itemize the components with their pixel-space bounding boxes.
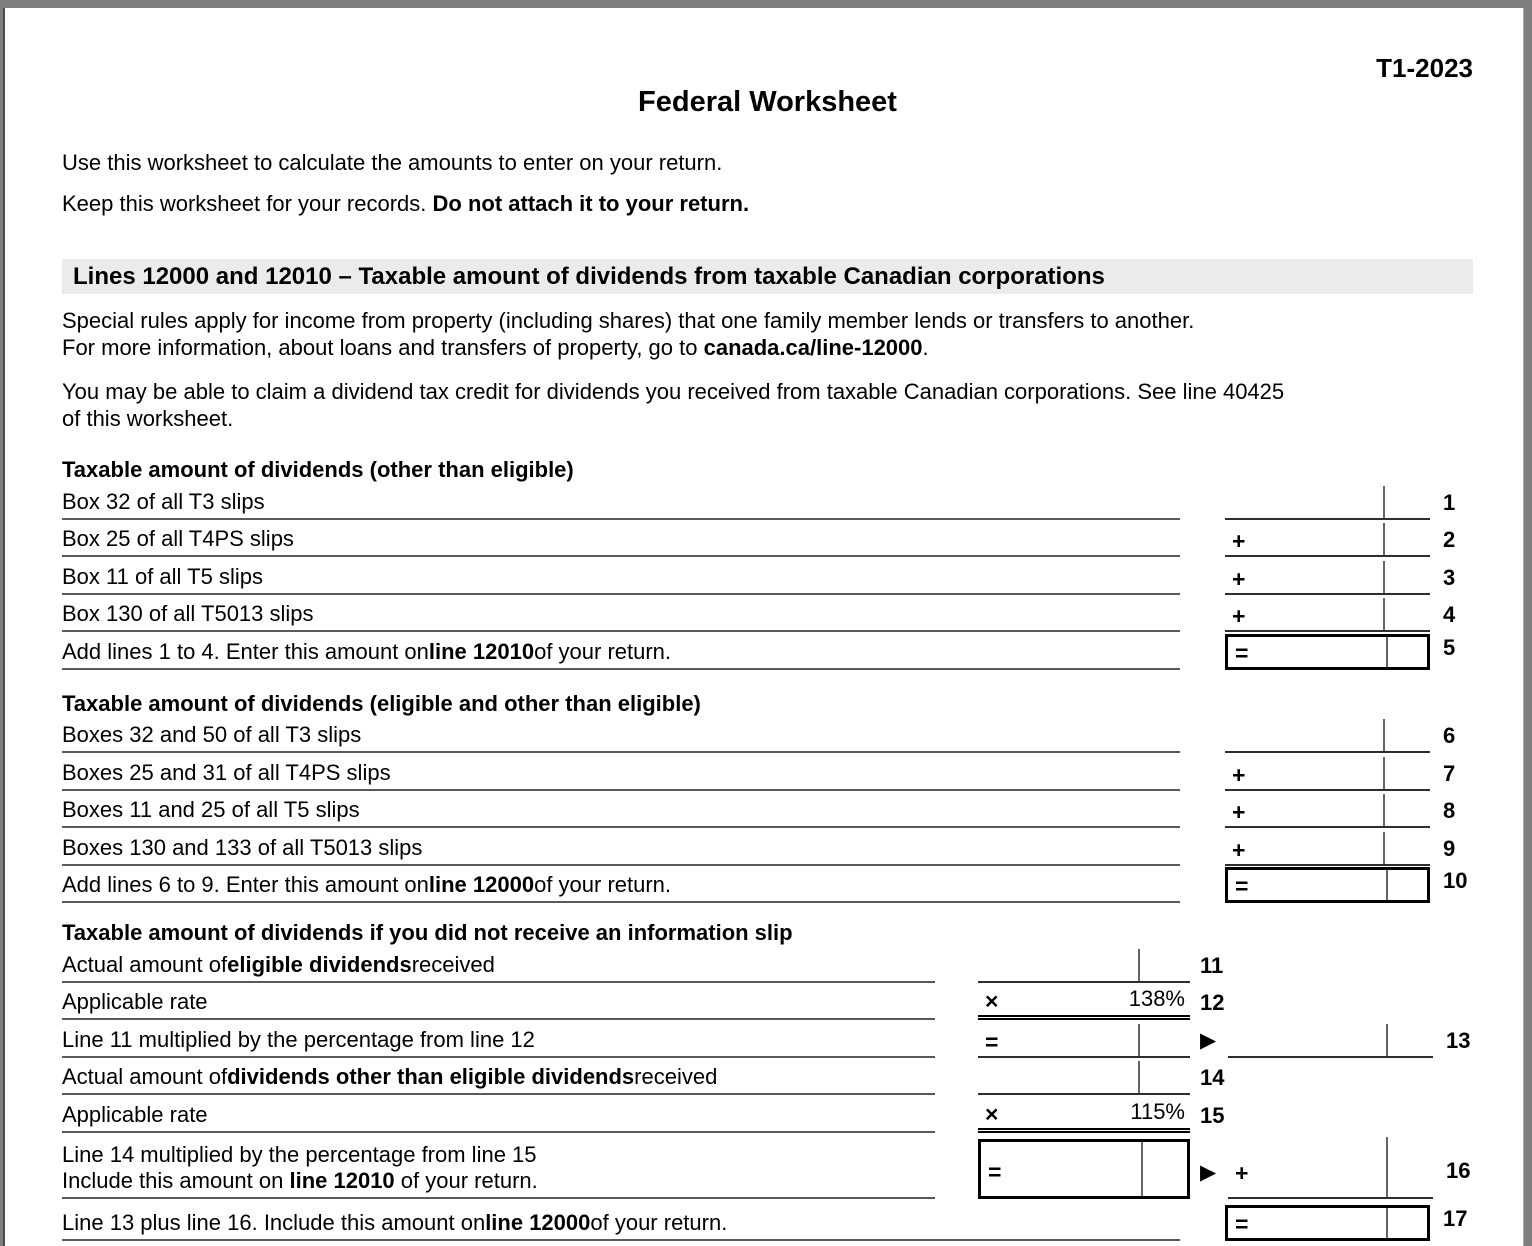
canada-ca-link: canada.ca/line-12000 <box>703 335 923 360</box>
table-row <box>62 945 1473 983</box>
paragraph-line: of this worksheet. <box>62 406 234 431</box>
row-label <box>62 489 1180 520</box>
row-label-text: of your return. <box>534 872 672 897</box>
cents-divider <box>1386 637 1388 667</box>
equals-operator: = <box>985 1028 999 1055</box>
row-label <box>62 1210 1180 1241</box>
line-number: 12 <box>1200 990 1225 1015</box>
cents-divider <box>1383 832 1385 864</box>
form-id: T1-2023 <box>1376 53 1473 83</box>
row-label-text: Boxes 25 and 31 of all T4PS slips <box>62 759 391 785</box>
line-number: 13 <box>1446 1027 1471 1053</box>
amount-field-line-14[interactable] <box>978 1061 1190 1095</box>
intro-line-2-text: Keep this worksheet for your records. <box>62 191 433 216</box>
cents-divider <box>1386 1024 1388 1056</box>
row-label-text: Include this amount on <box>62 1167 290 1193</box>
amount-field-line-16[interactable] <box>1228 1137 1433 1199</box>
row-label <box>62 1102 935 1133</box>
arrow-right-icon: ▶ <box>1200 1028 1217 1052</box>
table-row <box>62 983 1473 1021</box>
section-header: Lines 12000 and 12010 – Taxable amount of dividends from taxable Canadian corporations <box>62 259 1473 294</box>
equals-operator: = <box>1235 1210 1249 1237</box>
cents-divider <box>1138 949 1140 981</box>
table-row <box>62 1058 1473 1096</box>
row-label-text-line2 <box>62 1168 935 1194</box>
cents-divider <box>1383 523 1385 555</box>
amount-field-line-5[interactable] <box>1225 634 1430 670</box>
row-label <box>62 760 1180 791</box>
block-heading-no-information-slip: Taxable amount of dividends if you did not receive an information slip <box>62 920 793 945</box>
do-not-attach-note: Do not attach it to your return. <box>432 191 750 216</box>
table-row <box>62 1020 1473 1058</box>
paragraph-text: For more information, about loans and transfers of property, go to <box>62 335 704 360</box>
amount-field-line-1[interactable] <box>1225 486 1430 520</box>
row-label <box>62 872 1180 903</box>
amount-field-line-10[interactable] <box>1225 867 1430 903</box>
plus-operator: + <box>1232 528 1246 554</box>
paragraph-special-rules <box>62 307 1473 361</box>
row-label <box>62 722 1180 753</box>
table-row <box>62 632 1473 670</box>
row-label-text: Box 130 of all T5013 slips <box>62 601 314 626</box>
row-label <box>62 1142 935 1199</box>
row-label-text: Box 32 of all T3 slips <box>62 488 265 514</box>
cents-divider <box>1383 598 1385 630</box>
other-than-eligible-dividends-term: dividends other than eligible dividends <box>227 1064 635 1089</box>
row-label <box>62 989 935 1020</box>
table-row <box>62 716 1473 754</box>
paragraph-line: Special rules apply for income from property (including shares) that one family member lends or transfers to another. <box>62 308 1195 333</box>
table-row <box>62 753 1473 791</box>
rate-value: 115% <box>1130 1098 1185 1124</box>
worksheet-page <box>3 8 1524 1246</box>
row-label-text: Line 11 multiplied by the percentage from line 12 <box>62 1026 535 1052</box>
row-label-text: received <box>411 951 495 977</box>
row-label <box>62 797 1180 828</box>
row-label-text: Line 14 multiplied by the percentage from line 15 <box>62 1141 537 1167</box>
table-row <box>62 520 1473 558</box>
cents-divider <box>1383 794 1385 826</box>
plus-operator: + <box>1232 565 1246 592</box>
block-heading-eligible-and-other: Taxable amount of dividends (eligible and other than eligible) <box>62 690 701 716</box>
plus-operator: + <box>1235 1159 1249 1186</box>
amount-field-line-2[interactable] <box>1225 523 1430 557</box>
arrow-right-icon: ▶ <box>1200 1160 1217 1184</box>
table-row <box>62 791 1473 829</box>
row-label <box>62 835 1180 866</box>
row-label <box>62 601 1180 632</box>
cents-divider <box>1138 1061 1140 1093</box>
row-label <box>62 1027 935 1058</box>
row-label <box>62 952 935 983</box>
row-label-text: Boxes 11 and 25 of all T5 slips <box>62 797 360 822</box>
line-12000-ref: line 12000 <box>428 872 535 897</box>
row-label-text: Add lines 1 to 4. Enter this amount on <box>62 638 429 664</box>
line-number: 7 <box>1443 760 1456 786</box>
row-label-text: Line 13 plus line 16. Include this amount on <box>62 1209 486 1235</box>
amount-field-line-3[interactable] <box>1225 561 1430 595</box>
multiply-operator: × <box>985 1100 999 1127</box>
line-number: 4 <box>1443 602 1456 627</box>
line-number: 8 <box>1443 798 1456 823</box>
table-row <box>62 828 1473 866</box>
table-row <box>62 595 1473 633</box>
cents-divider <box>1383 486 1385 518</box>
row-label <box>62 564 1180 595</box>
table-row <box>62 1199 1473 1241</box>
amount-field-line-6[interactable] <box>1225 719 1430 753</box>
row-label-text: Applicable rate <box>62 989 208 1014</box>
line-number: 16 <box>1446 1157 1471 1183</box>
line-number: 10 <box>1443 868 1468 893</box>
multiply-operator: × <box>985 988 999 1014</box>
row-label-text: Add lines 6 to 9. Enter this amount on <box>62 872 429 897</box>
block-heading-other-than-eligible: Taxable amount of dividends (other than eligible) <box>62 457 574 482</box>
plus-operator: + <box>1232 836 1246 863</box>
cents-divider <box>1386 1208 1388 1238</box>
line-12010-ref: line 12010 <box>289 1167 395 1193</box>
eligible-dividends-term: eligible dividends <box>227 951 412 977</box>
row-label-text: received <box>634 1064 718 1089</box>
paragraph-text: . <box>922 335 929 360</box>
plus-operator: + <box>1232 799 1246 825</box>
rate-value: 138% <box>1128 986 1185 1011</box>
line-12000-ref: line 12000 <box>485 1209 591 1235</box>
cents-divider <box>1383 757 1385 789</box>
row-label <box>62 639 1180 670</box>
equals-operator: = <box>1235 873 1249 899</box>
amount-field-line-17[interactable] <box>1225 1205 1430 1241</box>
amount-field-line-13[interactable] <box>1228 1024 1433 1058</box>
cents-divider <box>1386 870 1388 900</box>
line-number: 1 <box>1443 489 1456 515</box>
table-row <box>62 482 1473 520</box>
amount-field-line-16-result[interactable] <box>978 1139 1190 1199</box>
line-number: 14 <box>1200 1065 1225 1090</box>
row-label-text: Actual amount of <box>62 951 228 977</box>
equals-operator: = <box>1235 639 1249 666</box>
line-12010-ref: line 12010 <box>428 638 535 664</box>
line-number: 5 <box>1443 634 1456 660</box>
amount-field-line-8[interactable] <box>1225 794 1430 828</box>
table-row <box>62 1133 1473 1199</box>
table-row <box>62 866 1473 904</box>
row-label-text: Box 11 of all T5 slips <box>62 563 263 589</box>
page-title: Federal Worksheet <box>638 86 897 118</box>
row-label-text: Applicable rate <box>62 1101 208 1127</box>
intro-line-2 <box>62 192 1473 216</box>
line-number: 17 <box>1443 1205 1468 1231</box>
row-label <box>62 1064 935 1095</box>
cents-divider <box>1138 1024 1140 1056</box>
plus-operator: + <box>1232 603 1246 629</box>
amount-field-line-4[interactable] <box>1225 598 1430 632</box>
row-label-text: Boxes 32 and 50 of all T3 slips <box>62 722 362 747</box>
equals-operator: = <box>988 1158 1002 1185</box>
paragraph-line: You may be able to claim a dividend tax credit for dividends you received from taxable Canadian corporations. See line 40425 <box>62 379 1285 404</box>
amount-field-line-11[interactable] <box>978 949 1190 983</box>
cents-divider <box>1383 719 1385 751</box>
amount-field-line-7[interactable] <box>1225 757 1430 791</box>
row-label <box>62 526 1180 557</box>
rate-field-line-15 <box>978 1099 1190 1133</box>
rate-field-line-12 <box>978 986 1190 1020</box>
cents-divider <box>1386 1137 1388 1197</box>
row-label-text: of your return. <box>590 1209 728 1235</box>
plus-operator: + <box>1232 761 1246 788</box>
table-row <box>62 557 1473 595</box>
cents-divider <box>1141 1142 1143 1196</box>
line-number: 3 <box>1443 564 1456 590</box>
amount-field-line-13-result[interactable] <box>978 1024 1190 1058</box>
line-number: 6 <box>1443 723 1456 748</box>
row-label-text: of your return. <box>534 638 672 664</box>
row-label-text: of your return. <box>394 1167 538 1193</box>
line-number: 2 <box>1443 527 1456 552</box>
row-label-text: Box 25 of all T4PS slips <box>62 526 294 551</box>
line-number: 15 <box>1200 1102 1225 1128</box>
cents-divider <box>1383 561 1385 593</box>
line-number: 11 <box>1200 952 1224 978</box>
table-row <box>62 1095 1473 1133</box>
paragraph-line <box>62 334 1473 361</box>
line-number: 9 <box>1443 835 1456 861</box>
paragraph-dividend-credit <box>62 378 1473 432</box>
row-label-text: Boxes 130 and 133 of all T5013 slips <box>62 834 423 860</box>
amount-field-line-9[interactable] <box>1225 832 1430 866</box>
intro-line-1: Use this worksheet to calculate the amounts to enter on your return. <box>62 150 723 175</box>
row-label-text: Actual amount of <box>62 1064 228 1089</box>
